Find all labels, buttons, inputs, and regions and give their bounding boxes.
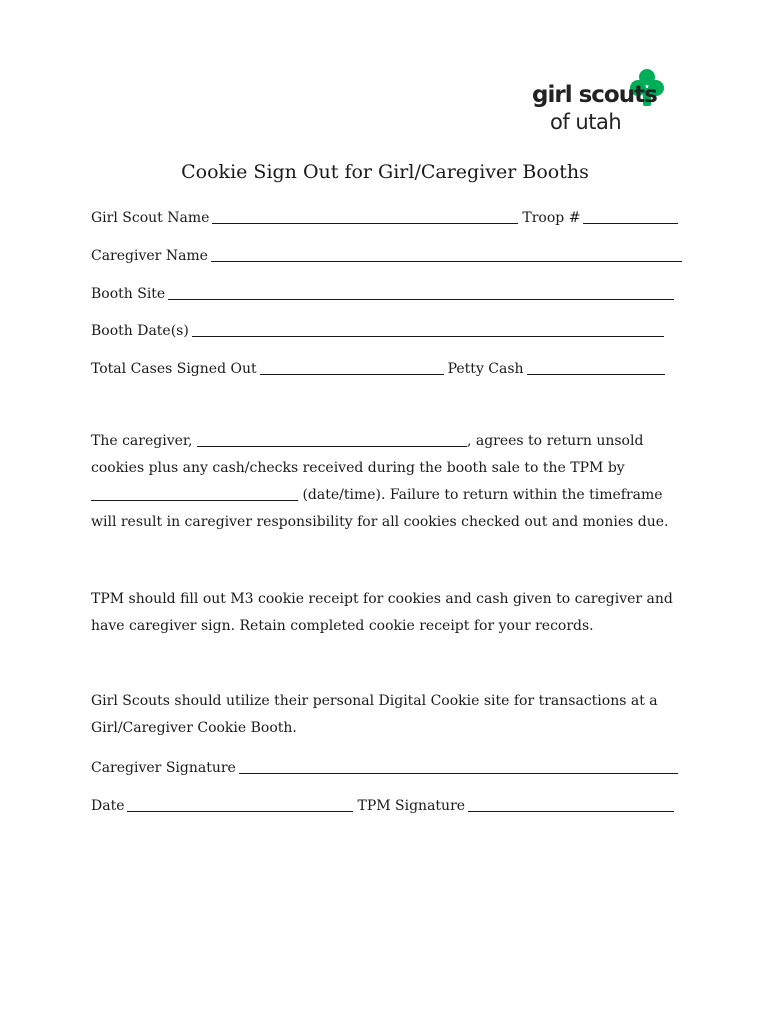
date-and-tpm-signature-row xyxy=(91,794,674,814)
tpm-signature-label: TPM Signature xyxy=(357,798,466,814)
agreement-text-1: The caregiver, xyxy=(91,433,193,449)
digital-note-line-2: Girl/Caregiver Cookie Booth. xyxy=(91,720,297,736)
girl-scout-name-row xyxy=(91,206,678,226)
caregiver-signature-label: Caregiver Signature xyxy=(91,760,236,776)
troop-label: Troop # xyxy=(522,210,581,226)
tpm-note-paragraph xyxy=(91,586,691,640)
agreement-line-2: cookies plus any cash/checks received during the booth sale to the TPM by xyxy=(91,460,625,476)
booth-site-row xyxy=(91,282,674,302)
booth-dates-label: Booth Date(s) xyxy=(91,323,189,339)
girl-scout-name-field[interactable] xyxy=(212,209,518,224)
petty-cash-label: Petty Cash xyxy=(447,361,524,377)
agreement-text-3: (date/time). Failure to return within the timeframe xyxy=(302,487,663,503)
caregiver-signature-field[interactable] xyxy=(239,759,678,774)
agreement-line-4: will result in caregiver responsibility for all cookies checked out and monies due. xyxy=(91,514,669,530)
caregiver-agreement-name-field[interactable] xyxy=(197,432,467,447)
booth-dates-row xyxy=(91,319,664,339)
agreement-line-1 xyxy=(91,428,691,455)
agreement-paragraph xyxy=(91,428,691,536)
digital-cookie-paragraph xyxy=(91,688,691,742)
tpm-note-line-1: TPM should fill out M3 cookie receipt for cookies and cash given to caregiver and xyxy=(91,591,673,607)
agreement-text-2: , agrees to return unsold xyxy=(466,433,644,449)
date-field[interactable] xyxy=(127,797,353,812)
booth-site-field[interactable] xyxy=(168,285,674,300)
tpm-signature-field[interactable] xyxy=(468,797,674,812)
girl-scouts-logo xyxy=(530,68,670,136)
booth-site-label: Booth Site xyxy=(91,286,166,302)
cases-and-cash-row xyxy=(91,357,665,377)
petty-cash-field[interactable] xyxy=(527,360,665,375)
caregiver-name-field[interactable] xyxy=(211,247,682,262)
logo-text-girl-scouts: girl scouts xyxy=(532,82,657,108)
date-label: Date xyxy=(91,798,125,814)
logo-text-of-utah: of utah xyxy=(550,110,622,134)
total-cases-field[interactable] xyxy=(260,360,444,375)
return-datetime-field[interactable] xyxy=(91,486,298,501)
caregiver-name-label: Caregiver Name xyxy=(91,248,208,264)
page-title: Cookie Sign Out for Girl/Caregiver Booths xyxy=(181,161,589,183)
troop-field[interactable] xyxy=(583,209,678,224)
booth-dates-field[interactable] xyxy=(192,322,664,337)
total-cases-label: Total Cases Signed Out xyxy=(91,361,257,377)
caregiver-name-row xyxy=(91,244,682,264)
digital-note-line-1: Girl Scouts should utilize their personal Digital Cookie site for transactions at a xyxy=(91,693,658,709)
tpm-note-line-2: have caregiver sign. Retain completed cookie receipt for your records. xyxy=(91,618,594,634)
agreement-line-3 xyxy=(91,482,691,509)
caregiver-signature-row xyxy=(91,756,678,776)
girl-scout-name-label: Girl Scout Name xyxy=(91,210,210,226)
